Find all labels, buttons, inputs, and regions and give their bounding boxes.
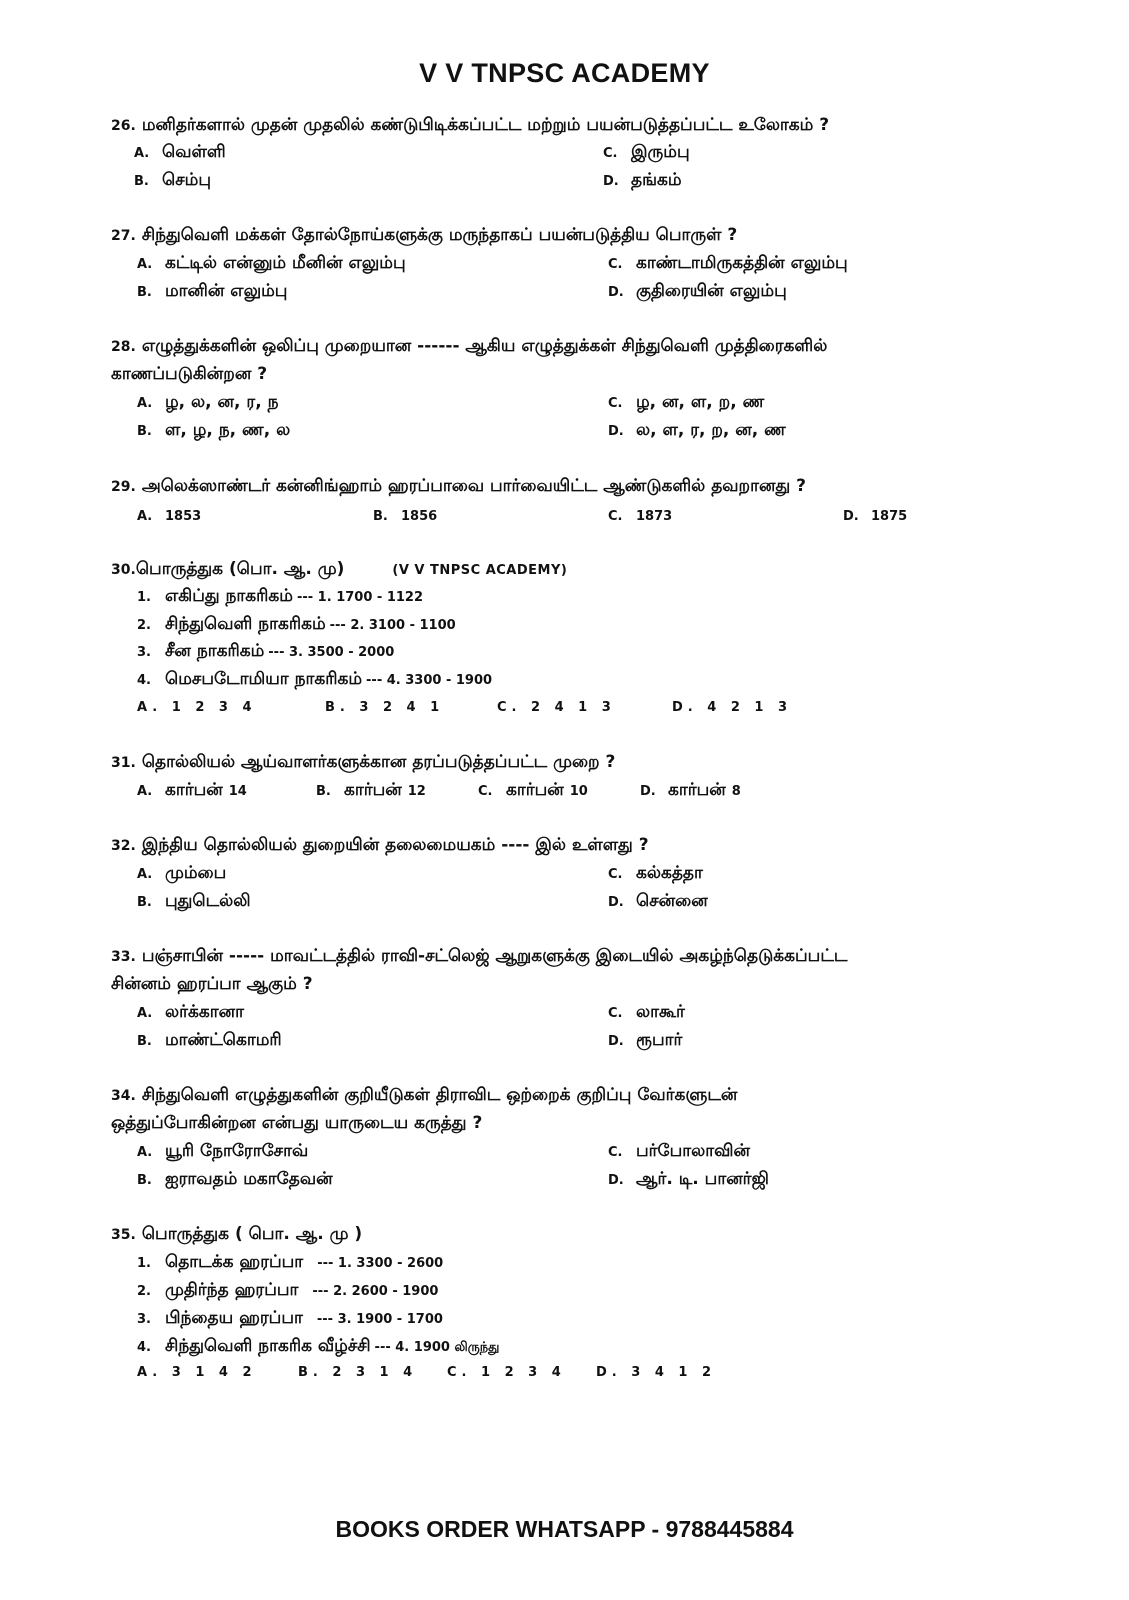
- option-letter: A.: [134, 146, 150, 161]
- option-d: [603, 170, 682, 192]
- option-text: குதிரையின் எலும்பு: [636, 281, 787, 301]
- option-c: C. 1 2 3 4: [447, 1365, 566, 1380]
- question-35: [111, 1224, 362, 1246]
- question-text: பொருத்துக (பொ. ஆ. மு): [135, 559, 345, 579]
- option-letter: C.: [608, 509, 623, 524]
- item-index: 1.: [137, 1256, 151, 1271]
- item-text: தொடக்க ஹரப்பா: [165, 1252, 304, 1272]
- option-text: ழ, ல, ன, ர, ந: [165, 392, 279, 412]
- option-text: கார்பன்: [668, 780, 726, 800]
- option-b: [373, 505, 437, 525]
- option-b: [137, 891, 251, 913]
- option-letter: B.: [137, 895, 152, 910]
- item-value: --- 3. 1900 - 1700: [316, 1312, 443, 1327]
- item-text: சிந்துவெளி நாகரிகம்: [165, 614, 326, 634]
- option-letter: C.: [608, 396, 623, 411]
- option-text: ழ, ன, ள, ற, ண: [636, 392, 765, 412]
- question-31: [111, 752, 615, 774]
- option-b: [137, 1030, 282, 1052]
- question-26: [111, 115, 829, 137]
- option-b: [137, 420, 290, 442]
- option-number: 12: [407, 784, 426, 799]
- question-34: [111, 1085, 737, 1107]
- item-index: 4.: [137, 673, 151, 688]
- question-text: சிந்துவெளி மக்கள் தோல்நோய்களுக்கு மருந்தாகப் பயன்படுத்திய பொருள் ?: [141, 225, 738, 245]
- option-d: D. 4 2 1 3: [672, 700, 793, 715]
- option-text: 1853: [165, 509, 202, 524]
- option-text: புதுடெல்லி: [165, 891, 251, 911]
- option-d: [843, 505, 907, 525]
- option-d: [608, 891, 708, 913]
- option-d: D. 3 4 1 2: [596, 1365, 717, 1380]
- question-29: [111, 476, 806, 498]
- option-letter: A.: [137, 396, 153, 411]
- option-c: [608, 863, 703, 885]
- option-text: மானின் எலும்பு: [165, 281, 288, 301]
- item-index: 2.: [137, 618, 151, 633]
- option-text: இரும்பு: [631, 142, 690, 162]
- option-letter: C.: [478, 784, 493, 799]
- question-27: [111, 225, 737, 247]
- option-text: லர்க்கானா: [165, 1002, 244, 1022]
- footer-contact: BOOKS ORDER WHATSAPP - 9788445884: [335, 1516, 794, 1542]
- item-index: 3.: [137, 1312, 151, 1327]
- option-b: B. 3 2 4 1: [325, 700, 445, 715]
- item-value: --- 4. 3300 - 1900: [366, 673, 493, 688]
- option-number: 14: [228, 784, 247, 799]
- option-letter: B.: [316, 784, 331, 799]
- option-letter: C.: [608, 1006, 623, 1021]
- option-letter: A.: [137, 509, 153, 524]
- option-letter: B.: [134, 174, 149, 189]
- option-letter: C.: [608, 1145, 623, 1160]
- option-c: [608, 1002, 685, 1024]
- question-text: அலெக்ஸாண்டர் கன்னிங்ஹாம் ஹரப்பாவை பார்வையிட்ட ஆண்டுகளில் தவறானது ?: [141, 476, 807, 496]
- option-letter: D.: [608, 1173, 624, 1188]
- question-28: [111, 336, 827, 358]
- option-text: சென்னை: [636, 891, 708, 911]
- option-text: கல்கத்தா: [636, 863, 703, 883]
- option-c: [603, 142, 690, 164]
- question-number: 27.: [111, 228, 136, 244]
- question-text: சிந்துவெளி எழுத்துகளின் குறியீடுகள் திராவிட ஒற்றைக் குறிப்பு வேர்களுடன்: [141, 1085, 738, 1105]
- option-text: ஐராவதம் மகாதேவன்: [165, 1169, 333, 1189]
- item-text: மெசபடோமியா நாகரிகம்: [165, 669, 363, 689]
- option-text: ஆர். டி. பானர்ஜி: [636, 1169, 769, 1189]
- question-text: தொல்லியல் ஆய்வாளர்களுக்கான தரப்படுத்தப்பட்ட முறை ?: [141, 752, 616, 772]
- option-b: B. 2 3 1 4: [298, 1365, 418, 1380]
- option-d: [608, 281, 787, 303]
- option-number: 8: [731, 784, 741, 799]
- option-letter: B.: [373, 509, 388, 524]
- option-text: கட்டில் என்னும் மீனின் எலும்பு: [165, 253, 406, 273]
- item-text: சிந்துவெளி நாகரிக வீழ்ச்சி: [165, 1336, 371, 1356]
- option-b: [137, 1169, 333, 1191]
- question-text: பஞ்சாபின் ----- மாவட்டத்தில் ராவி-சட்லெஜ் ஆறுகளுக்கு இடையில் அகழ்ந்தெடுக்கப்பட்ட: [141, 946, 848, 966]
- question-number: 34.: [111, 1088, 136, 1104]
- question-32: [111, 835, 649, 857]
- item-text: சீன நாகரிகம்: [165, 641, 265, 661]
- item-value: --- 1. 3300 - 2600: [317, 1256, 444, 1271]
- option-c: [478, 780, 588, 802]
- page-title: V V TNPSC ACADEMY: [419, 58, 710, 88]
- option-a: A. 3 1 4 2: [137, 1365, 257, 1380]
- question-33: [111, 946, 847, 968]
- match-item-2: [137, 1280, 438, 1302]
- option-text: கார்பன்: [506, 780, 564, 800]
- match-item-1: [137, 1252, 443, 1274]
- question-text: எழுத்துக்களின் ஒலிப்பு முறையான ------ ஆகிய எழுத்துக்கள் சிந்துவெளி முத்திரைகளில்: [141, 336, 828, 356]
- option-c: C. 2 4 1 3: [497, 700, 616, 715]
- option-text: ள, ழ, ந, ண, ல: [165, 420, 291, 440]
- question-number: 29.: [111, 479, 136, 495]
- option-c: [608, 392, 764, 414]
- option-letter: A.: [137, 1145, 153, 1160]
- option-b: [137, 281, 287, 303]
- option-d: [640, 780, 741, 802]
- item-value: --- 2. 2600 - 1900: [312, 1284, 439, 1299]
- option-d: [608, 1030, 682, 1052]
- option-letter: B.: [137, 1173, 152, 1188]
- option-letter: A.: [137, 1006, 153, 1021]
- option-letter: D.: [608, 424, 624, 439]
- option-letter: D.: [640, 784, 656, 799]
- question-number: 35.: [111, 1227, 136, 1243]
- option-letter: B.: [137, 1034, 152, 1049]
- option-text: பர்போலாவின்: [636, 1141, 750, 1161]
- match-item-4: [137, 1336, 499, 1358]
- question-number: 33.: [111, 949, 136, 965]
- option-a: [137, 392, 278, 414]
- option-letter: D.: [843, 509, 859, 524]
- item-index: 3.: [137, 645, 151, 660]
- option-letter: D.: [608, 1034, 624, 1049]
- item-index: 4.: [137, 1340, 151, 1355]
- match-item-1: [137, 586, 423, 608]
- option-text: காண்டாமிருகத்தின் எலும்பு: [636, 253, 848, 273]
- option-text: வெள்ளி: [162, 142, 226, 162]
- option-text: லாகூர்: [636, 1002, 685, 1022]
- match-item-3: [137, 1308, 443, 1330]
- option-a: [137, 1002, 244, 1024]
- option-d: [608, 420, 786, 442]
- option-letter: A.: [137, 784, 153, 799]
- option-text: கார்பன்: [165, 780, 223, 800]
- option-letter: A.: [137, 257, 153, 272]
- option-text: ல, ள, ர, ற, ன, ண: [636, 420, 786, 440]
- option-text: மும்பை: [165, 863, 227, 883]
- option-b: [134, 170, 211, 192]
- watermark-tag: (V V TNPSC ACADEMY): [392, 563, 568, 578]
- option-text: யூரி நோரோசோவ்: [165, 1141, 309, 1161]
- option-text: தங்கம்: [631, 170, 682, 190]
- option-a: [137, 1141, 308, 1163]
- option-letter: A.: [137, 867, 153, 882]
- option-c: [608, 253, 848, 275]
- option-text: 1873: [636, 509, 673, 524]
- item-text: பிந்தைய ஹரப்பா: [165, 1308, 303, 1328]
- option-text: செம்பு: [162, 170, 211, 190]
- option-letter: D.: [608, 895, 624, 910]
- item-value: --- 2. 3100 - 1100: [329, 618, 456, 633]
- option-letter: B.: [137, 285, 152, 300]
- option-a: [134, 142, 226, 164]
- option-letter: C.: [608, 867, 623, 882]
- option-text: 1856: [401, 509, 438, 524]
- question-text: இந்திய தொல்லியல் துறையின் தலைமையகம் ---- இல் உள்ளது ?: [141, 835, 649, 855]
- option-c: [608, 1141, 750, 1163]
- question-number: 31.: [111, 755, 136, 771]
- option-number: 10: [569, 784, 588, 799]
- match-item-3: [137, 641, 394, 663]
- option-a: [137, 505, 201, 525]
- item-value: --- 3. 3500 - 2000: [268, 645, 395, 660]
- item-index: 2.: [137, 1284, 151, 1299]
- option-text: 1875: [871, 509, 908, 524]
- option-c: [608, 505, 672, 525]
- option-letter: B.: [137, 424, 152, 439]
- question-33-continued: சின்னம் ஹரப்பா ஆகும் ?: [111, 974, 313, 994]
- item-value: --- 4. 1900 லிருந்து: [374, 1340, 500, 1355]
- option-letter: C.: [608, 257, 623, 272]
- option-a: [137, 863, 226, 885]
- option-letter: D.: [603, 174, 619, 189]
- question-text: மனிதர்களால் முதன் முதலில் கண்டுபிடிக்கப்பட்ட மற்றும் பயன்படுத்தப்பட்ட உலோகம் ?: [141, 115, 830, 135]
- option-b: [316, 780, 426, 802]
- question-number: 30.: [111, 562, 136, 578]
- option-text: மாண்ட்கொமரி: [165, 1030, 282, 1050]
- match-item-4: [137, 669, 492, 691]
- item-value: --- 1. 1700 - 1122: [296, 590, 424, 605]
- item-text: முதிர்ந்த ஹரப்பா: [165, 1280, 299, 1300]
- question-34-continued: ஒத்துப்போகின்றன என்பது யாருடைய கருத்து ?: [111, 1113, 483, 1133]
- item-text: எகிப்து நாகரிகம்: [165, 586, 293, 606]
- option-text: கார்பன்: [344, 780, 402, 800]
- option-a: A. 1 2 3 4: [137, 700, 257, 715]
- question-28-continued: காணப்படுகின்றன ?: [111, 364, 268, 384]
- question-text: பொருத்துக ( பொ. ஆ. மு ): [141, 1224, 363, 1244]
- option-d: [608, 1169, 769, 1191]
- option-a: [137, 780, 247, 802]
- question-number: 32.: [111, 838, 136, 854]
- question-number: 26.: [111, 118, 136, 134]
- item-index: 1.: [137, 590, 151, 605]
- option-a: [137, 253, 406, 275]
- option-letter: C.: [603, 146, 618, 161]
- option-letter: D.: [608, 285, 624, 300]
- match-item-2: [137, 614, 456, 636]
- question-30: [111, 559, 567, 581]
- option-text: ரூபார்: [636, 1030, 683, 1050]
- question-number: 28.: [111, 339, 136, 355]
